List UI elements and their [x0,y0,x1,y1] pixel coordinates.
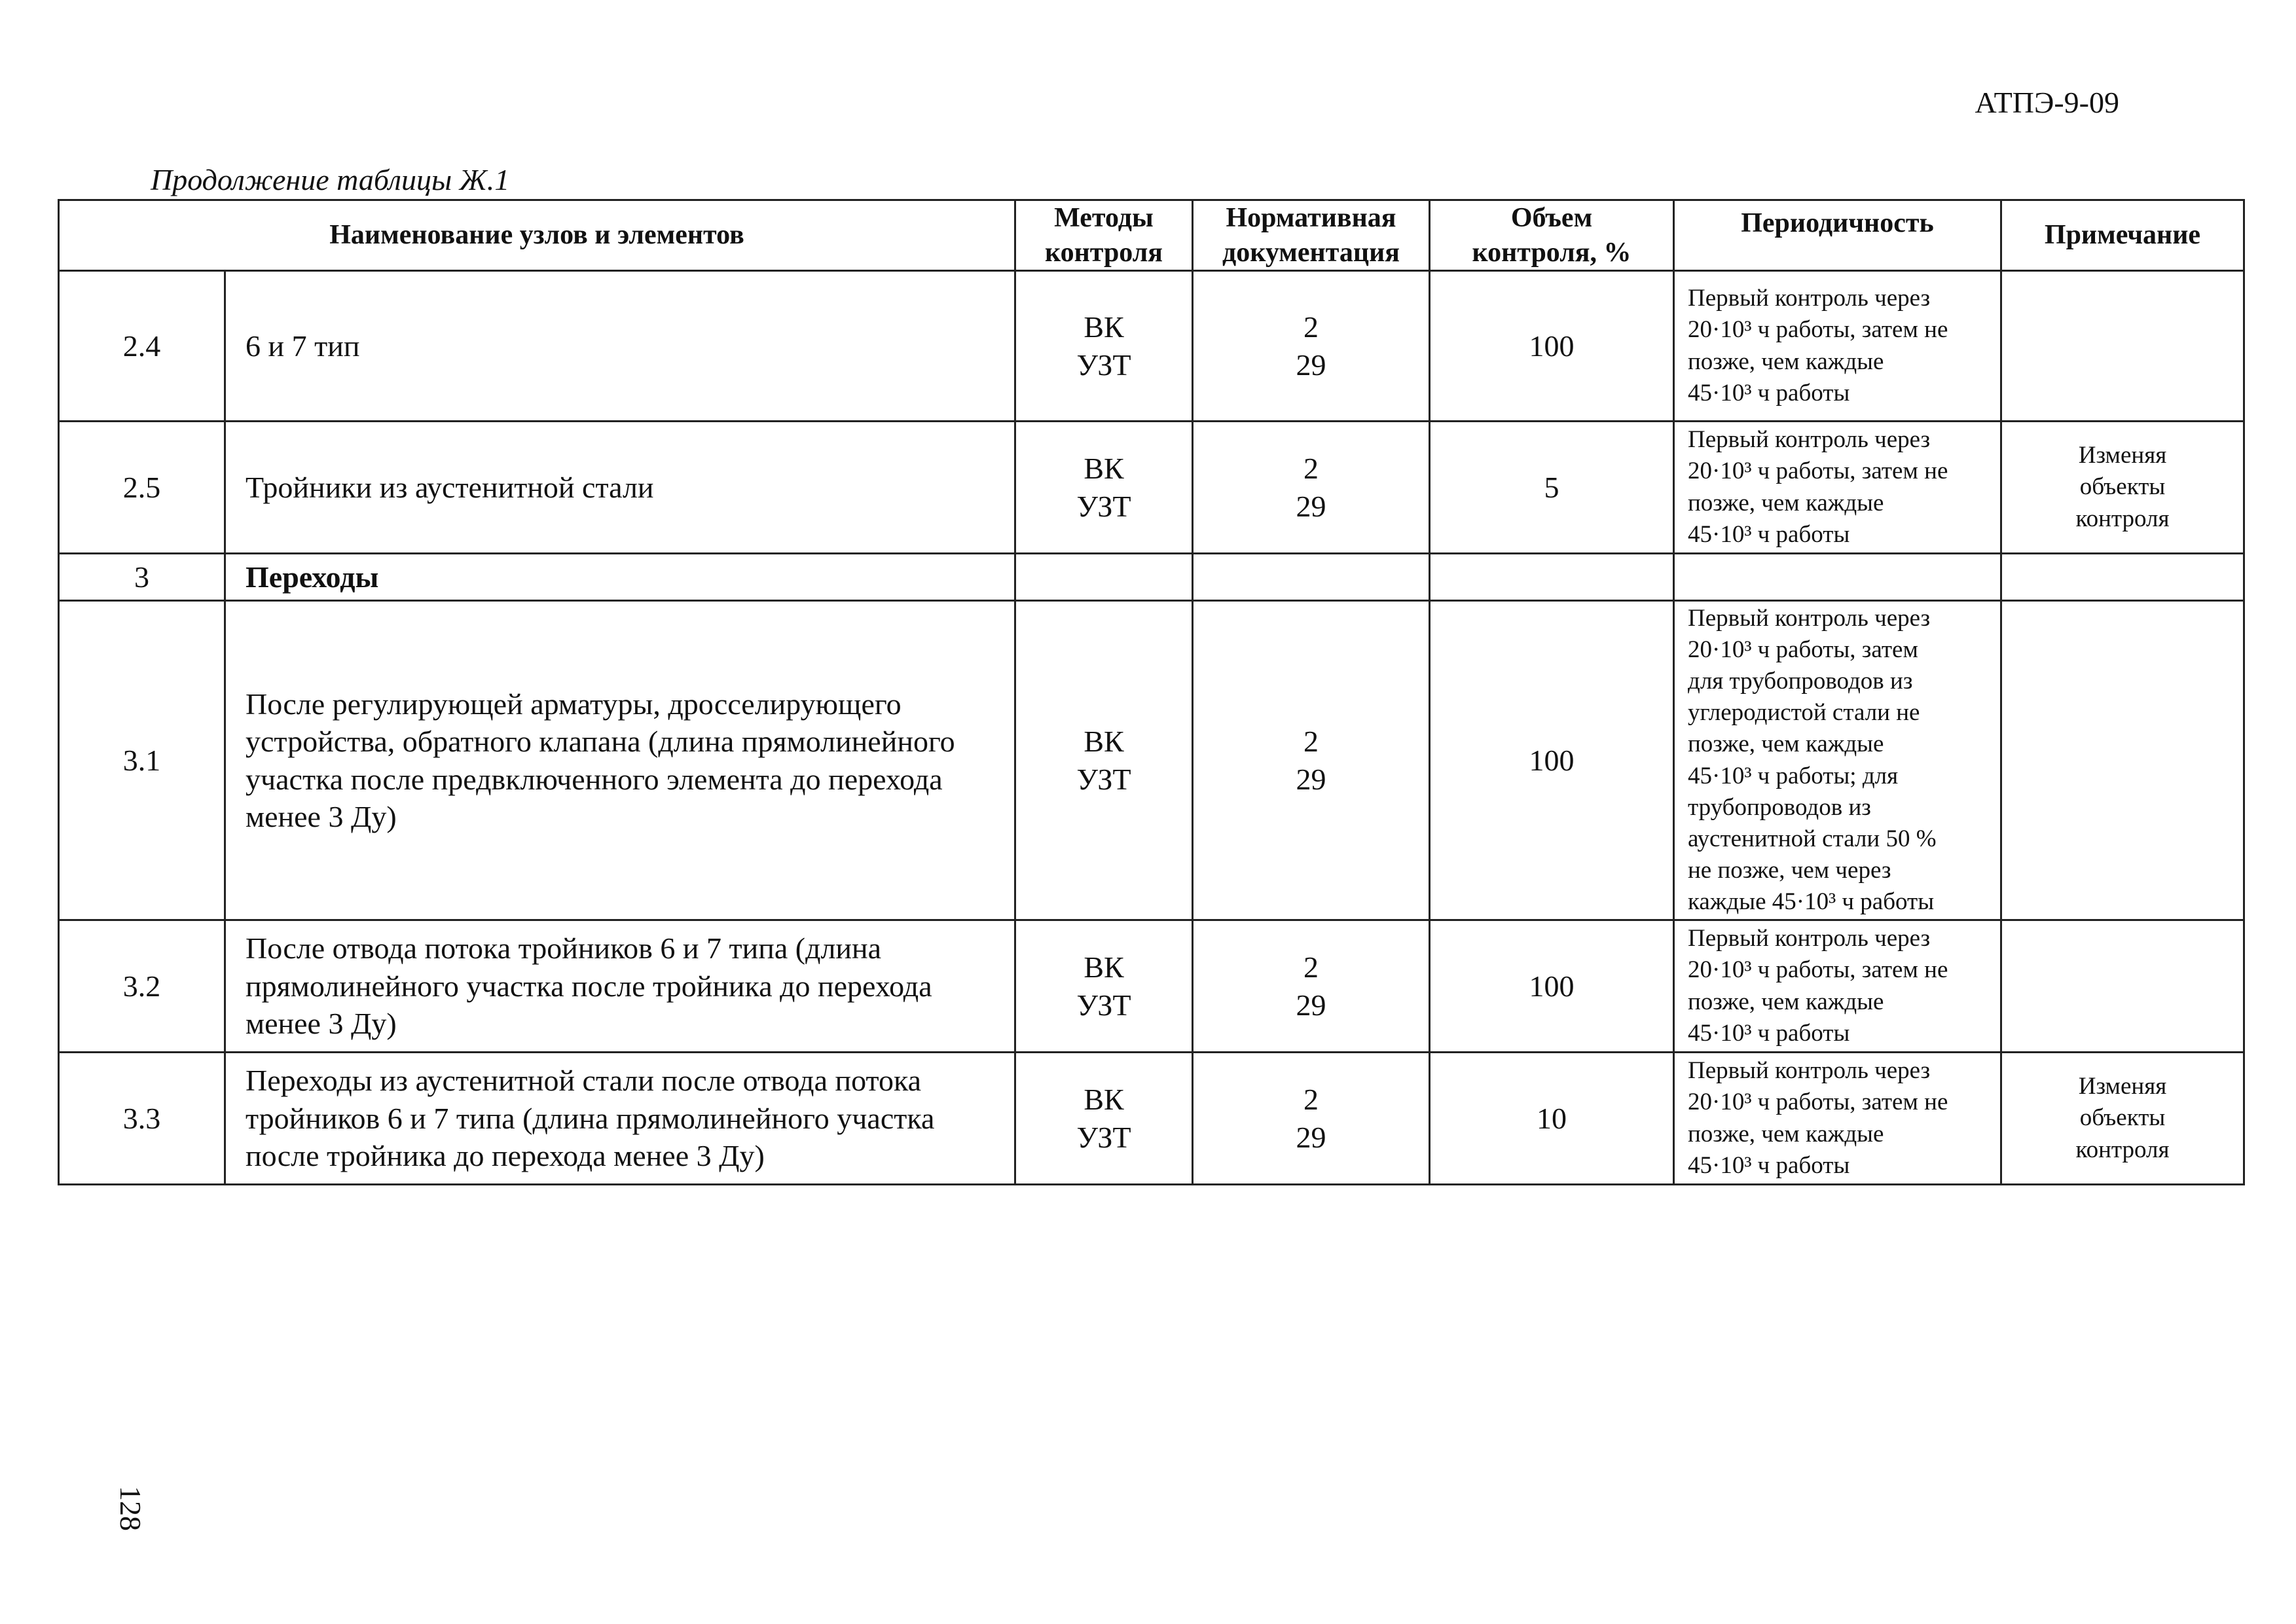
row-period [1674,271,2001,422]
row-period [1674,601,2001,920]
document-code: АТПЭ-9-09 [1975,86,2119,119]
empty-cell [2001,554,2244,601]
row-note [2001,601,2244,920]
doc-line2: 29 [1296,762,1326,796]
method-line1: ВК [1084,452,1124,485]
header-docs-line2: документация [1222,237,1400,268]
cell-line: Первый контроль через [1688,285,1931,312]
doc-line1: 2 [1303,1083,1319,1116]
table-caption: Продолжение таблицы Ж.1 [151,163,510,196]
row-number: 3.2 [59,920,225,1053]
method-line2: УЗТ [1076,762,1131,796]
row-methods [1015,422,1193,554]
row-docs [1193,601,1430,920]
row-volume: 5 [1430,422,1674,554]
cell-line: позже, чем каждые [1688,489,1884,516]
header-methods-line1: Методы [1054,203,1154,233]
cell-line: 20·10³ ч работы, затем не [1688,316,1948,344]
row-name: После регулирующей арматуры, дросселирующего устройства, обратного клапана (длина прямолинейного участка после предвключенного элемента до перехода менее 3 Ду) [225,601,1015,920]
cell-line: 45·10³ ч работы [1688,1019,1850,1047]
table-row [59,920,2244,1053]
row-period [1674,1053,2001,1185]
cell-line: трубопроводов из [1688,793,1871,821]
doc-line1: 2 [1303,310,1319,344]
table-row [59,422,2244,554]
header-methods-line2: контроля [1044,237,1163,268]
row-note [2001,920,2244,1053]
method-line2: УЗТ [1076,489,1131,523]
cell-line: позже, чем каждые [1688,1120,1884,1147]
table-header-row [59,200,2244,271]
row-volume: 100 [1430,271,1674,422]
cell-line: объекты [2079,473,2166,501]
method-line1: ВК [1084,1083,1124,1116]
row-note [2001,271,2244,422]
row-name: Переходы из аустенитной стали после отвода потока тройников 6 и 7 типа (длина прямолинейного участка после тройника до перехода менее 3 Ду) [225,1053,1015,1185]
row-name: Тройники из аустенитной стали [225,422,1015,554]
cell-line: 20·10³ ч работы, затем не [1688,956,1948,984]
header-volume-line2: контроля, % [1472,237,1631,268]
cell-line: Первый контроль через [1688,925,1931,952]
row-methods [1015,920,1193,1053]
section-number: 3 [59,554,225,601]
section-title: Переходы [225,554,1015,601]
doc-line1: 2 [1303,950,1319,984]
cell-line: не позже, чем через [1688,856,1891,884]
table-row [59,601,2244,920]
row-number: 3.3 [59,1053,225,1185]
cell-line: углеродистой стали не [1688,699,1920,727]
table-row [59,271,2244,422]
doc-line2: 29 [1296,1120,1326,1154]
cell-line: контроля [2075,505,2170,532]
header-period: Периодичность [1674,200,2001,271]
cell-line: Первый контроль через [1688,605,1931,632]
cell-line: 20·10³ ч работы, затем не [1688,458,1948,485]
row-docs [1193,271,1430,422]
row-docs [1193,1053,1430,1185]
cell-line: контроля [2075,1136,2170,1163]
row-volume: 100 [1430,601,1674,920]
header-docs [1193,200,1430,271]
header-methods [1015,200,1193,271]
method-line1: ВК [1084,310,1124,344]
cell-line: объекты [2079,1104,2166,1132]
method-line2: УЗТ [1076,348,1131,382]
cell-line: 20·10³ ч работы, затем не [1688,1089,1948,1116]
row-period [1674,920,2001,1053]
cell-line: 45·10³ ч работы; для [1688,762,1899,789]
cell-line: для трубопроводов из [1688,668,1913,695]
empty-cell [1015,554,1193,601]
row-docs [1193,920,1430,1053]
cell-line: позже, чем каждые [1688,348,1884,375]
method-line2: УЗТ [1076,1120,1131,1154]
cell-line: 45·10³ ч работы [1688,520,1850,548]
doc-line1: 2 [1303,452,1319,485]
cell-line: Первый контроль через [1688,1057,1931,1085]
cell-line: Изменяя [2078,1073,2167,1100]
header-docs-line1: Нормативная [1226,203,1396,233]
row-number: 2.5 [59,422,225,554]
method-line1: ВК [1084,725,1124,758]
row-number: 3.1 [59,601,225,920]
row-note [2001,1053,2244,1185]
cell-line: позже, чем каждые [1688,731,1884,758]
cell-line: 45·10³ ч работы [1688,379,1850,406]
doc-line2: 29 [1296,489,1326,523]
method-line1: ВК [1084,950,1124,984]
header-volume [1430,200,1674,271]
row-docs [1193,422,1430,554]
row-volume: 100 [1430,920,1674,1053]
page-number: 128 [114,1486,147,1531]
row-name: После отвода потока тройников 6 и 7 типа (длина прямолинейного участка после тройника до перехода менее 3 Ду) [225,920,1015,1053]
cell-line: аустенитной стали 50 % [1688,825,1937,852]
empty-cell [1430,554,1674,601]
cell-line: Первый контроль через [1688,426,1931,454]
doc-line2: 29 [1296,348,1326,382]
row-methods [1015,271,1193,422]
row-note [2001,422,2244,554]
table-row [59,1053,2244,1185]
doc-line1: 2 [1303,725,1319,758]
row-name: 6 и 7 тип [225,271,1015,422]
row-period [1674,422,2001,554]
row-number: 2.4 [59,271,225,422]
header-note: Примечание [2001,200,2244,271]
row-methods [1015,1053,1193,1185]
cell-line: 20·10³ ч работы, затем [1688,636,1918,664]
empty-cell [1674,554,2001,601]
control-table [58,199,2245,1185]
cell-line: каждые 45·10³ ч работы [1688,888,1935,915]
cell-line: 45·10³ ч работы [1688,1151,1850,1179]
header-name: Наименование узлов и элементов [59,200,1015,271]
row-methods [1015,601,1193,920]
cell-line: Изменяя [2078,442,2167,469]
doc-line2: 29 [1296,988,1326,1022]
cell-line: позже, чем каждые [1688,988,1884,1015]
section-row [59,554,2244,601]
empty-cell [1193,554,1430,601]
method-line2: УЗТ [1076,988,1131,1022]
header-volume-line1: Объем [1510,203,1593,233]
row-volume: 10 [1430,1053,1674,1185]
